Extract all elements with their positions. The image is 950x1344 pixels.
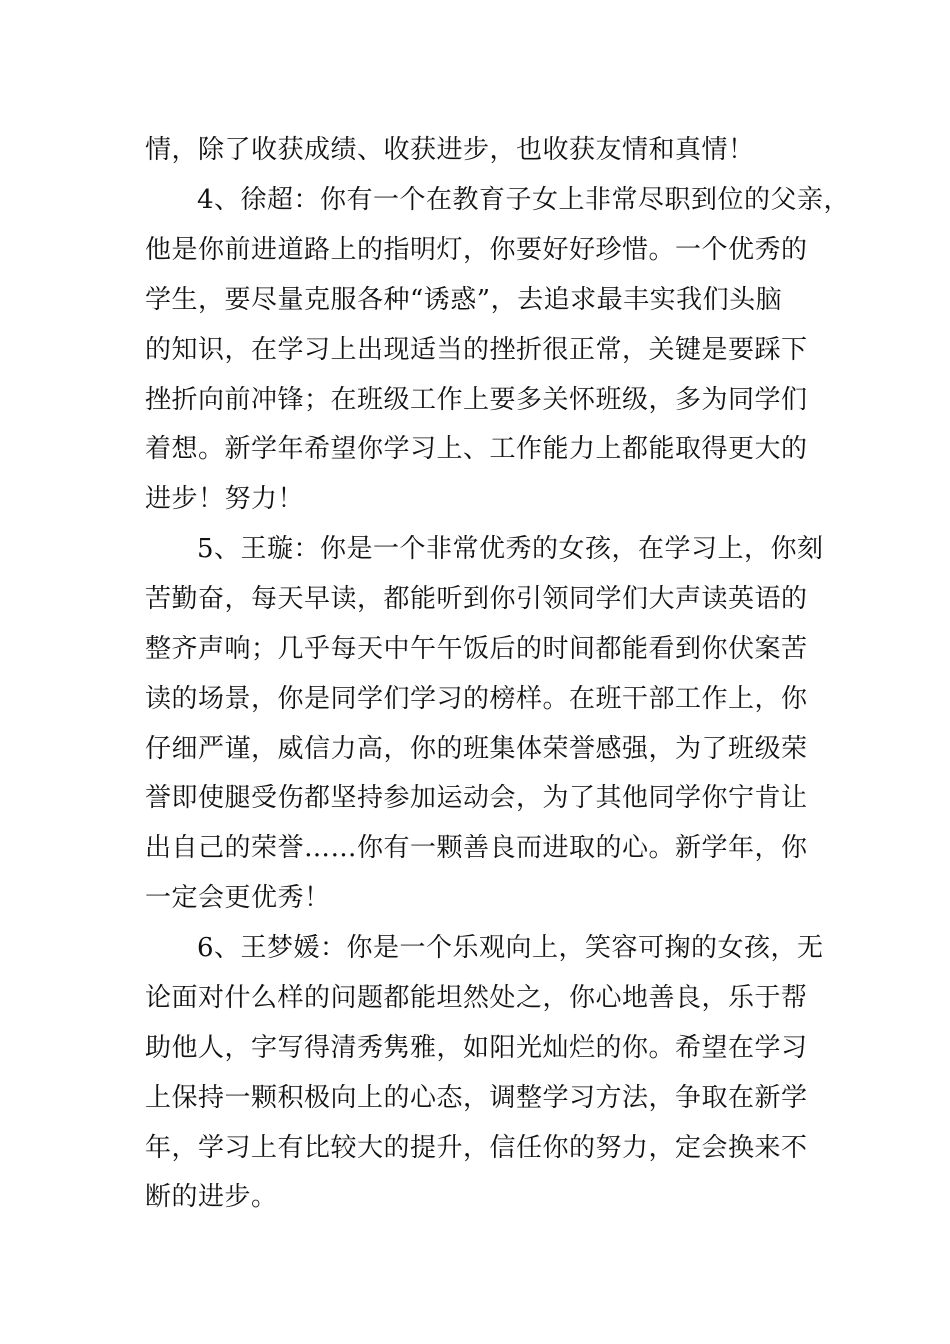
paragraph-4-line-4: 的知识，在学习上出现适当的挫折很正常，关键是要踩下 <box>145 335 808 365</box>
paragraph-5-line-3: 整齐声响；几乎每天中午午饭后的时间都能看到你伏案苦 <box>145 634 808 664</box>
paragraph-6-line-6: 断的进步。 <box>145 1182 278 1212</box>
paragraph-5-line-7: 出自己的荣誉……你有一颗善良而进取的心。新学年，你 <box>145 833 808 863</box>
paragraph-6-line-4: 上保持一颗积极向上的心态，调整学习方法，争取在新学 <box>145 1083 808 1113</box>
paragraph-4-line-6: 着想。新学年希望你学习上、工作能力上都能取得更大的 <box>145 434 808 464</box>
paragraph-4-line-2: 他是你前进道路上的指明灯，你要好好珍惜。一个优秀的 <box>145 235 808 265</box>
paragraph-4-line-1: 4、徐超：你有一个在教育子女上非常尽职到位的父亲， <box>197 185 851 215</box>
paragraph-4-line-5: 挫折向前冲锋；在班级工作上要多关怀班级，多为同学们 <box>145 385 808 415</box>
paragraph-5-line-4: 读的场景，你是同学们学习的榜样。在班干部工作上，你 <box>145 684 808 714</box>
paragraph-5-line-8: 一定会更优秀！ <box>145 883 331 913</box>
paragraph-4-line-7: 进步！努力！ <box>145 484 305 514</box>
paragraph-5-line-6: 誉即使腿受伤都坚持参加运动会，为了其他同学你宁肯让 <box>145 783 808 813</box>
paragraph-6-line-2: 论面对什么样的问题都能坦然处之，你心地善良，乐于帮 <box>145 983 808 1013</box>
paragraph-6-line-3: 助他人，字写得清秀隽雅，如阳光灿烂的你。希望在学习 <box>145 1033 808 1063</box>
paragraph-5-line-5: 仔细严谨，威信力高，你的班集体荣誉感强，为了班级荣 <box>145 734 808 764</box>
paragraph-5-line-1: 5、王璇：你是一个非常优秀的女孩，在学习上，你刻 <box>197 534 824 564</box>
paragraph-5-line-2: 苦勤奋，每天早读，都能听到你引领同学们大声读英语的 <box>145 584 808 614</box>
paragraph-6-line-5: 年，学习上有比较大的提升，信任你的努力，定会换来不 <box>145 1133 808 1163</box>
paragraph-0-line-1: 情，除了收获成绩、收获进步，也收获友情和真情！ <box>145 135 755 165</box>
paragraph-6-line-1: 6、王梦媛：你是一个乐观向上，笑容可掬的女孩，无 <box>197 933 824 963</box>
paragraph-4-line-3: 学生，要尽量克服各种“诱惑”，去追求最丰实我们头脑 <box>145 285 783 315</box>
